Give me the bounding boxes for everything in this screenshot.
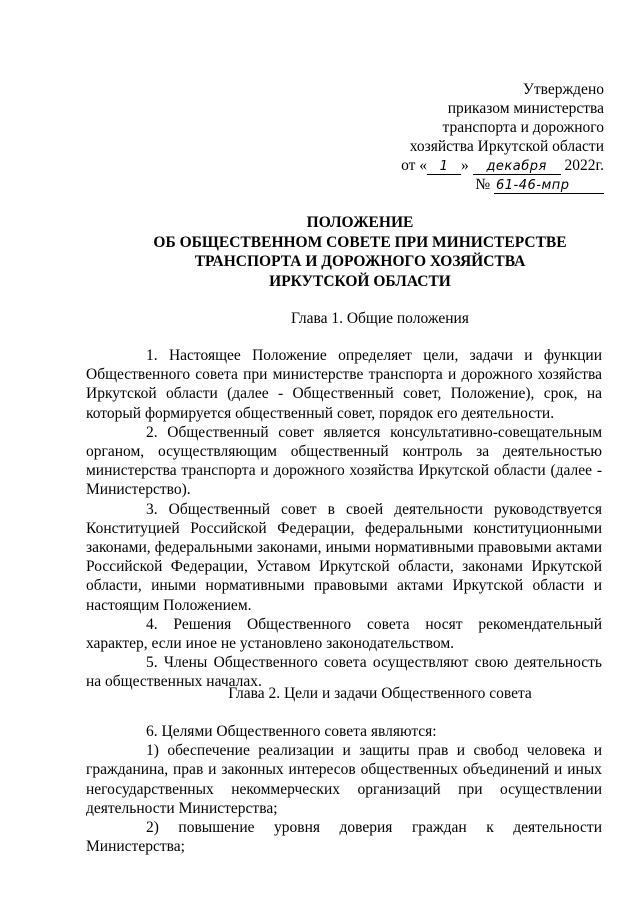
approval-block — [344, 80, 604, 194]
approval-date — [344, 156, 604, 175]
paragraph: 3. Общественный совет в своей деятельности руководствуется Конституцией Российской Федерации, федеральными конституционными законами, федеральными законами, иными нормативными правовыми актами Российской Федерации, Уставом Иркутской области, законами Иркутской области, иными нормативными правовыми актами Иркутской области и настоящим Положением. — [86, 500, 602, 614]
paragraph: 2) повышение уровня доверия граждан к деятельности Министерства; — [86, 819, 602, 856]
paragraph: 4. Решения Общественного совета носят рекомендательный характер, если иное не установлено законодательством. — [86, 615, 602, 653]
chapter-2-heading: Глава 2. Цели и задачи Общественного совета — [228, 685, 532, 702]
date-day-handwritten: 1 — [427, 159, 461, 175]
date-prefix: от « — [401, 157, 428, 174]
chapter-2-body — [86, 722, 602, 856]
chapter-1-body — [86, 346, 602, 692]
title-line-3: ТРАНСПОРТА И ДОРОЖНОГО ХОЗЯЙСТВА — [194, 253, 526, 270]
approval-line-2: приказом министерства — [447, 100, 604, 117]
number-handwritten: 61-46-мпр — [494, 178, 604, 194]
chapter-1-heading: Глава 1. Общие положения — [291, 310, 469, 327]
date-month-handwritten: декабря — [473, 159, 561, 175]
approval-number — [344, 175, 604, 194]
date-year: 2022г. — [564, 157, 604, 174]
approval-line-4: хозяйства Иркутской области — [409, 138, 604, 155]
paragraph: 5. Члены Общественного совета осуществляют свою деятельность на общественных началах. — [86, 654, 602, 691]
approval-line-1: Утверждено — [522, 81, 604, 98]
title-line-4: ИРКУТСКОЙ ОБЛАСТИ — [269, 272, 451, 290]
date-mid: » — [461, 157, 469, 174]
document-title — [0, 213, 640, 291]
title-line-1: ПОЛОЖЕНИЕ — [306, 214, 414, 231]
paragraph: 1. Настоящее Положение определяет цели, задачи и функции Общественного совета при министерстве транспорта и дорожного хозяйства Иркутской области (далее - Общественный совет, Положение), срок, на который формируется общественный совет, порядок его деятельности. — [86, 347, 602, 422]
paragraph: 6. Целями Общественного совета являются: — [146, 723, 437, 740]
number-prefix: № — [475, 176, 491, 193]
paragraph: 2. Общественный совет является консультативно-совещательным органом, осуществляющим общественный контроль за деятельностью министерства транспорта и дорожного хозяйства Иркутской области (далее - Министерство). — [86, 423, 602, 499]
paragraph: 1) обеспечение реализации и защиты прав и свобод человека и гражданина, прав и законных интересов общественных объединений и иных негосударственных некоммерческих организаций при осуществлении деятельности Министерства; — [86, 742, 602, 817]
approval-line-3: транспорта и дорожного — [442, 119, 604, 136]
title-line-2: ОБ ОБЩЕСТВЕННОМ СОВЕТЕ ПРИ МИНИСТЕРСТВЕ — [153, 233, 567, 251]
